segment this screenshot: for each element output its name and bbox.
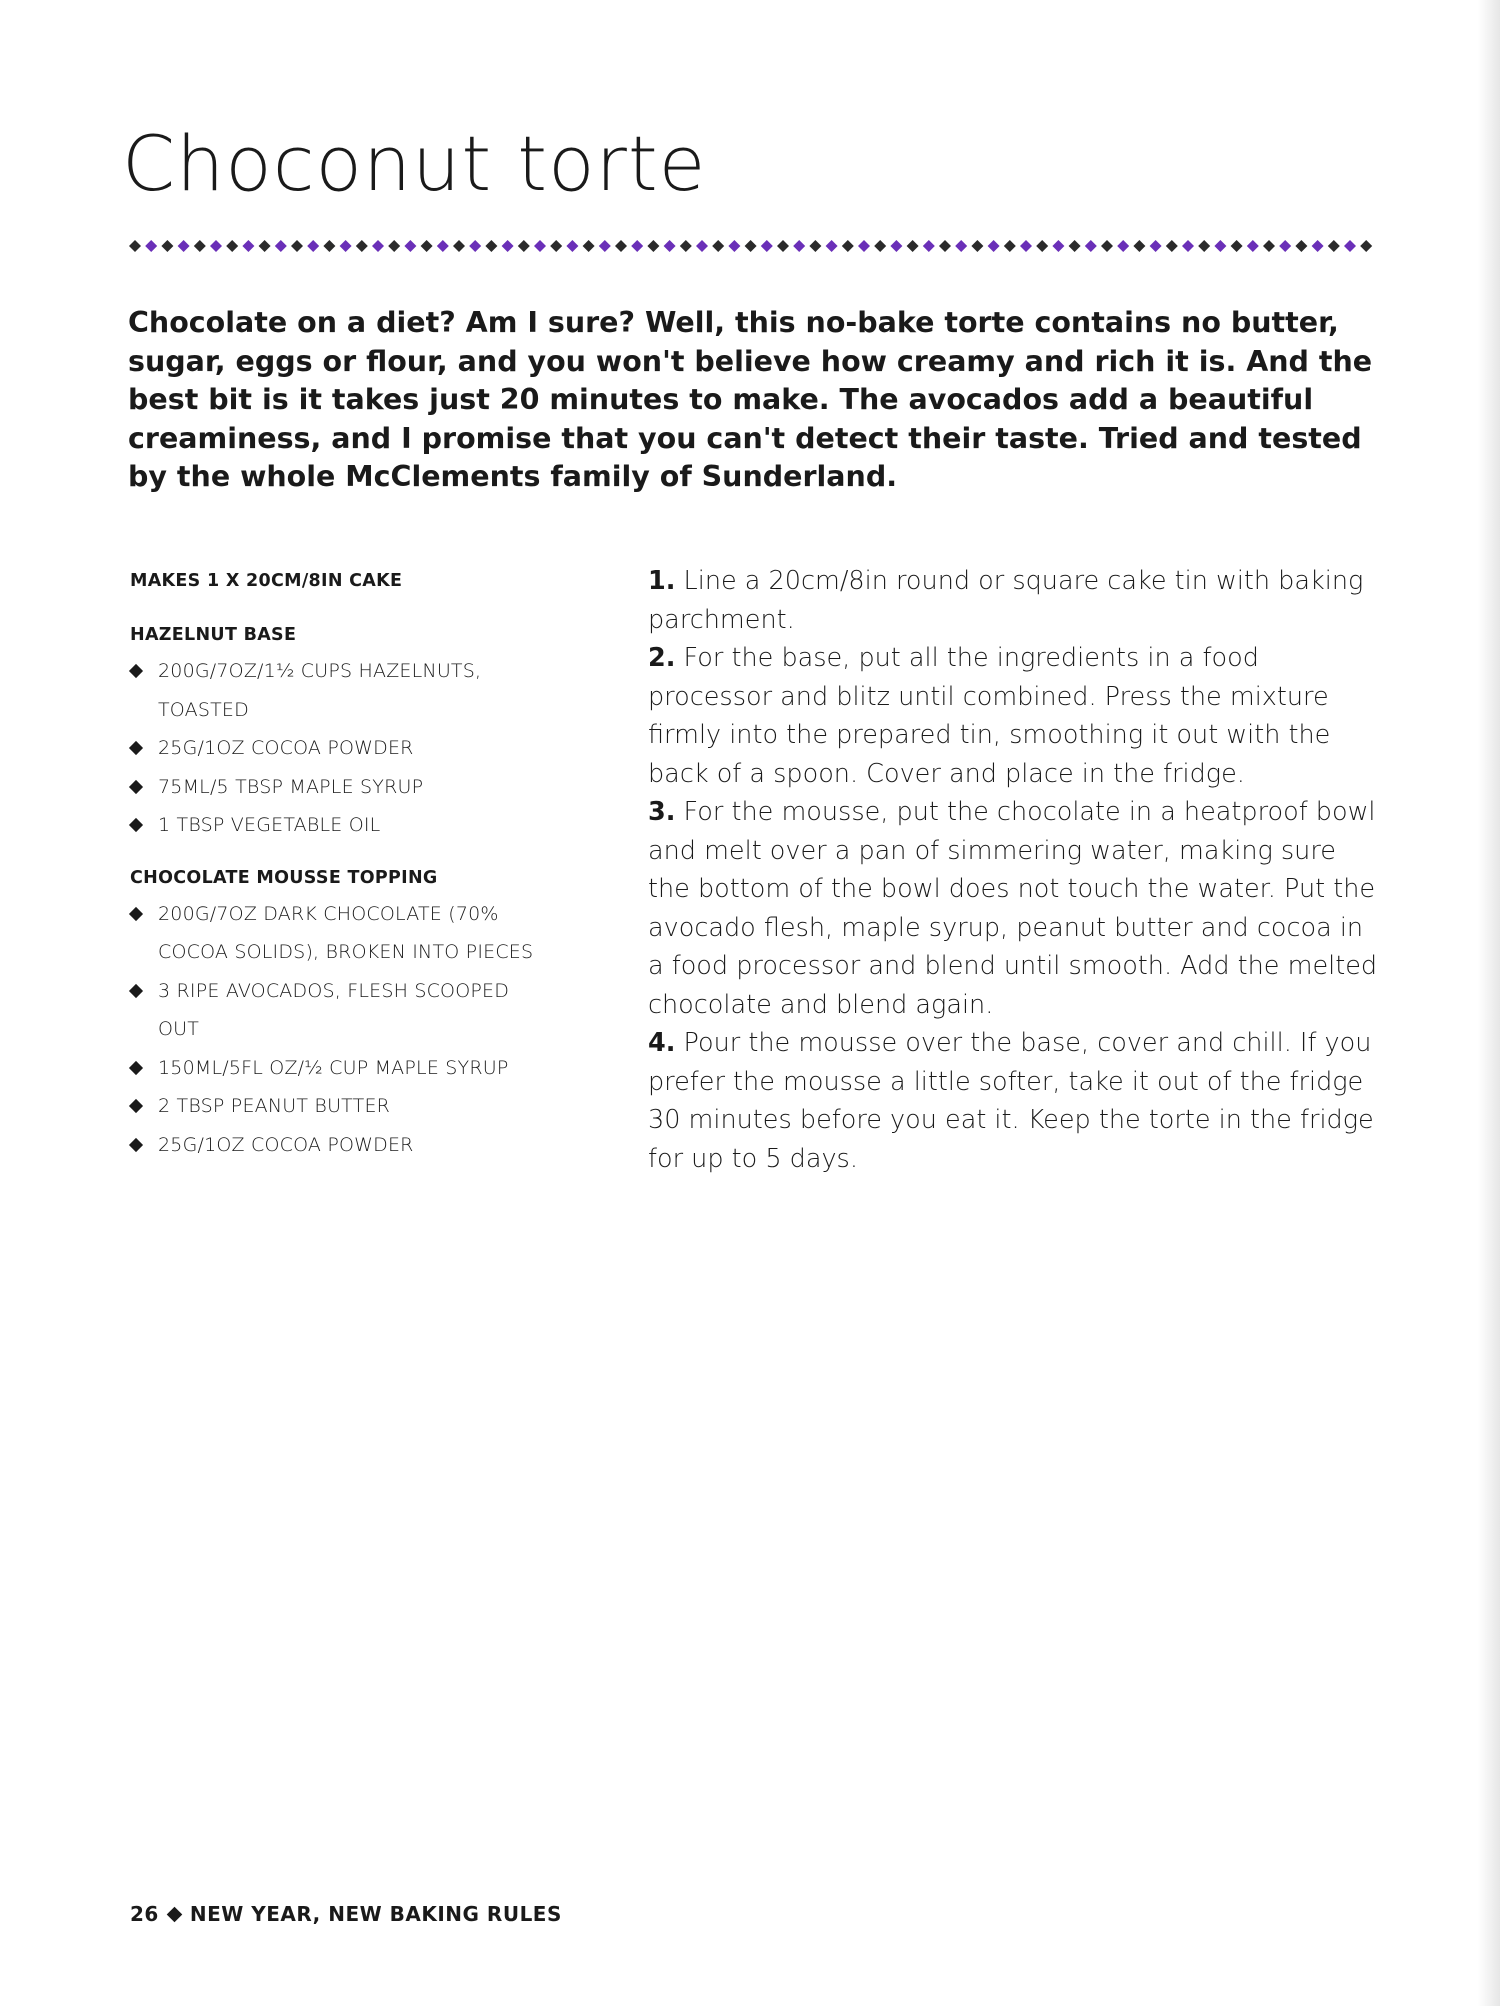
- diamond-bullet-icon: [129, 1137, 143, 1151]
- divider-diamond-icon: [1020, 240, 1032, 252]
- ingredient-item: [130, 652, 550, 729]
- ingredient-item: [130, 1049, 550, 1088]
- diamond-divider-graphic: [128, 234, 1388, 258]
- method-step: [648, 639, 1378, 793]
- divider-diamond-icon: [631, 240, 643, 252]
- divider-diamond-icon: [809, 240, 821, 252]
- divider-diamond-icon: [712, 240, 724, 252]
- step-number: 2.: [648, 643, 676, 673]
- step-text: For the base, put all the ingredients in a food processor and blitz until combined. Press the mixture firmly into the prepared tin, smoothing it out with the back of a spoon. Cover and place in the fridge.: [648, 643, 1331, 789]
- diamond-bullet-icon: [129, 1060, 143, 1074]
- recipe-title: Choconut torte: [122, 119, 707, 208]
- divider-diamond-icon: [534, 240, 546, 252]
- divider-diamond-icon: [583, 240, 595, 252]
- divider-diamond-icon: [1150, 240, 1162, 252]
- ingredient-text: 75ML/5 TBSP MAPLE SYRUP: [158, 775, 424, 798]
- divider-diamond-icon: [307, 240, 319, 252]
- ingredient-group-base: [130, 622, 550, 845]
- divider-diamond-icon: [291, 240, 303, 252]
- recipe-intro: Chocolate on a diet? Am I sure? Well, this no-bake torte contains no butter, sugar, eggs or flour, and you won't believe how creamy and rich it is. And the best bit is it takes just 20 minutes to make. The avocados add a beautiful creaminess, and I promise that you can't detect their taste. Tried and tested by the whole McClements family of Sunderland.: [128, 306, 1373, 493]
- step-number: 1.: [648, 566, 676, 596]
- divider-diamond-icon: [194, 240, 206, 252]
- divider-diamond-icon: [550, 240, 562, 252]
- divider-diamond-icon: [356, 240, 368, 252]
- divider-diamond-icon: [242, 240, 254, 252]
- divider-diamond-icon: [1117, 240, 1129, 252]
- step-text: For the mousse, put the chocolate in a heatproof bowl and melt over a pan of simmering water, making sure the bottom of the bowl does not touch the water. Put the avocado flesh, maple syrup, peanut butter and cocoa in a food processor and blend until smooth. Add the melted chocolate and blend again.: [648, 797, 1378, 1020]
- diamond-bullet-icon: [129, 664, 143, 678]
- ingredient-group-topping: [130, 865, 550, 1165]
- divider-diamond-icon: [1312, 240, 1324, 252]
- divider-diamond-icon: [988, 240, 1000, 252]
- divider-diamond-icon: [1344, 240, 1356, 252]
- divider-diamond-icon: [1101, 240, 1113, 252]
- step-number: 4.: [648, 1028, 676, 1058]
- method-column: [648, 562, 1378, 1178]
- ingredient-group-heading: CHOCOLATE MOUSSE TOPPING: [130, 867, 438, 888]
- method-step: [648, 793, 1378, 1024]
- ingredient-item: [130, 729, 550, 768]
- divider-diamond-icon: [259, 240, 271, 252]
- divider-diamond-icon: [340, 240, 352, 252]
- divider-diamond-icon: [161, 240, 173, 252]
- divider-diamond-icon: [145, 240, 157, 252]
- divider-diamond-icon: [129, 240, 141, 252]
- divider-diamond-icon: [1214, 240, 1226, 252]
- divider-diamond-icon: [421, 240, 433, 252]
- divider-diamond-icon: [923, 240, 935, 252]
- divider-diamond-icon: [1182, 240, 1194, 252]
- book-title: NEW YEAR, NEW BAKING RULES: [189, 1902, 562, 1926]
- divider-diamond-icon: [971, 240, 983, 252]
- ingredient-item: [130, 895, 550, 972]
- divider-diamond-icon: [453, 240, 465, 252]
- divider-diamond-icon: [939, 240, 951, 252]
- divider-diamond-icon: [1052, 240, 1064, 252]
- ingredient-item: [130, 972, 550, 1049]
- divider-diamond-icon: [874, 240, 886, 252]
- divider-diamond-icon: [1263, 240, 1275, 252]
- recipe-yield: MAKES 1 X 20CM/8IN CAKE: [130, 571, 403, 591]
- divider-diamond-icon: [388, 240, 400, 252]
- ingredient-list: [130, 652, 550, 845]
- ingredient-item: [130, 806, 550, 845]
- divider-diamond-icon: [696, 240, 708, 252]
- divider-diamond-icon: [1133, 240, 1145, 252]
- divider-diamond-icon: [1004, 240, 1016, 252]
- divider-diamond-icon: [469, 240, 481, 252]
- divider-diamond-icon: [372, 240, 384, 252]
- page-edge-shadow: [1478, 0, 1500, 2006]
- step-text: Line a 20cm/8in round or square cake tin with baking parchment.: [648, 566, 1364, 635]
- divider-diamond-icon: [323, 240, 335, 252]
- diamond-bullet-icon: [129, 1099, 143, 1113]
- ingredient-text: 25G/1OZ COCOA POWDER: [158, 737, 414, 759]
- ingredient-item: [130, 1126, 550, 1165]
- divider-diamond-icon: [858, 240, 870, 252]
- method-step: [648, 1024, 1378, 1178]
- divider-diamond-icon: [1360, 240, 1372, 252]
- page-footer: [130, 1902, 562, 1926]
- divider-diamond-icon: [1295, 240, 1307, 252]
- method-step: [648, 562, 1378, 639]
- diamond-bullet-icon: [129, 779, 143, 793]
- divider-diamond-icon: [1247, 240, 1259, 252]
- divider-diamond-icon: [1231, 240, 1243, 252]
- divider-diamond-icon: [226, 240, 238, 252]
- divider-diamond-icon: [793, 240, 805, 252]
- diamond-bullet-icon: [129, 741, 143, 755]
- divider-diamond-icon: [890, 240, 902, 252]
- divider-diamond-icon: [275, 240, 287, 252]
- divider-diamond-icon: [1036, 240, 1048, 252]
- divider-diamond-icon: [1069, 240, 1081, 252]
- ingredient-text: 3 RIPE AVOCADOS, FLESH SCOOPED OUT: [158, 979, 510, 1040]
- divider-diamond-icon: [518, 240, 530, 252]
- step-text: Pour the mousse over the base, cover and chill. If you prefer the mousse a little softer, take it out of the fridge 30 minutes before you eat it. Keep the torte in the fridge for up to 5 days.: [648, 1028, 1374, 1174]
- divider-diamond-icon: [777, 240, 789, 252]
- divider-diamond-icon: [485, 240, 497, 252]
- footer-diamond-icon: [167, 1907, 183, 1923]
- ingredient-text: 200G/7OZ/1½ CUPS HAZELNUTS, TOASTED: [158, 660, 482, 721]
- divider-diamond-icon: [404, 240, 416, 252]
- divider-diamond-icon: [1198, 240, 1210, 252]
- divider-diamond-icon: [502, 240, 514, 252]
- ingredient-text: 25G/1OZ COCOA POWDER: [158, 1133, 414, 1156]
- divider-diamond-icon: [1328, 240, 1340, 252]
- step-number: 3.: [648, 797, 676, 827]
- divider-diamond-icon: [907, 240, 919, 252]
- divider-diamond-icon: [728, 240, 740, 252]
- divider-diamond-icon: [178, 240, 190, 252]
- ingredient-item: [130, 768, 550, 807]
- divider-diamond-icon: [1085, 240, 1097, 252]
- divider-diamond-icon: [842, 240, 854, 252]
- divider-diamond-icon: [1166, 240, 1178, 252]
- divider-diamond-icon: [437, 240, 449, 252]
- page-number: 26: [130, 1902, 159, 1926]
- divider-diamond-icon: [566, 240, 578, 252]
- ingredients-column: [130, 568, 550, 1184]
- divider-diamond-icon: [761, 240, 773, 252]
- divider-diamond-icon: [1279, 240, 1291, 252]
- divider-diamond-icon: [615, 240, 627, 252]
- divider-diamond-icon: [647, 240, 659, 252]
- diamond-divider: [128, 234, 1388, 258]
- divider-diamond-icon: [826, 240, 838, 252]
- divider-diamond-icon: [680, 240, 692, 252]
- ingredient-group-heading: HAZELNUT BASE: [130, 625, 297, 645]
- ingredient-text: 200G/7OZ DARK CHOCOLATE (70% COCOA SOLIDS), BROKEN INTO PIECES: [158, 902, 534, 963]
- ingredient-text: 2 TBSP PEANUT BUTTER: [158, 1095, 391, 1117]
- ingredient-text: 150ML/5FL OZ/½ CUP MAPLE SYRUP: [158, 1056, 509, 1079]
- diamond-bullet-icon: [129, 983, 143, 997]
- divider-diamond-icon: [210, 240, 222, 252]
- ingredient-list: [130, 895, 550, 1165]
- divider-diamond-icon: [955, 240, 967, 252]
- divider-diamond-icon: [599, 240, 611, 252]
- divider-diamond-icon: [745, 240, 757, 252]
- diamond-bullet-icon: [129, 906, 143, 920]
- diamond-bullet-icon: [129, 818, 143, 832]
- divider-diamond-icon: [664, 240, 676, 252]
- ingredient-text: 1 TBSP VEGETABLE OIL: [158, 814, 381, 836]
- ingredient-item: [130, 1087, 550, 1126]
